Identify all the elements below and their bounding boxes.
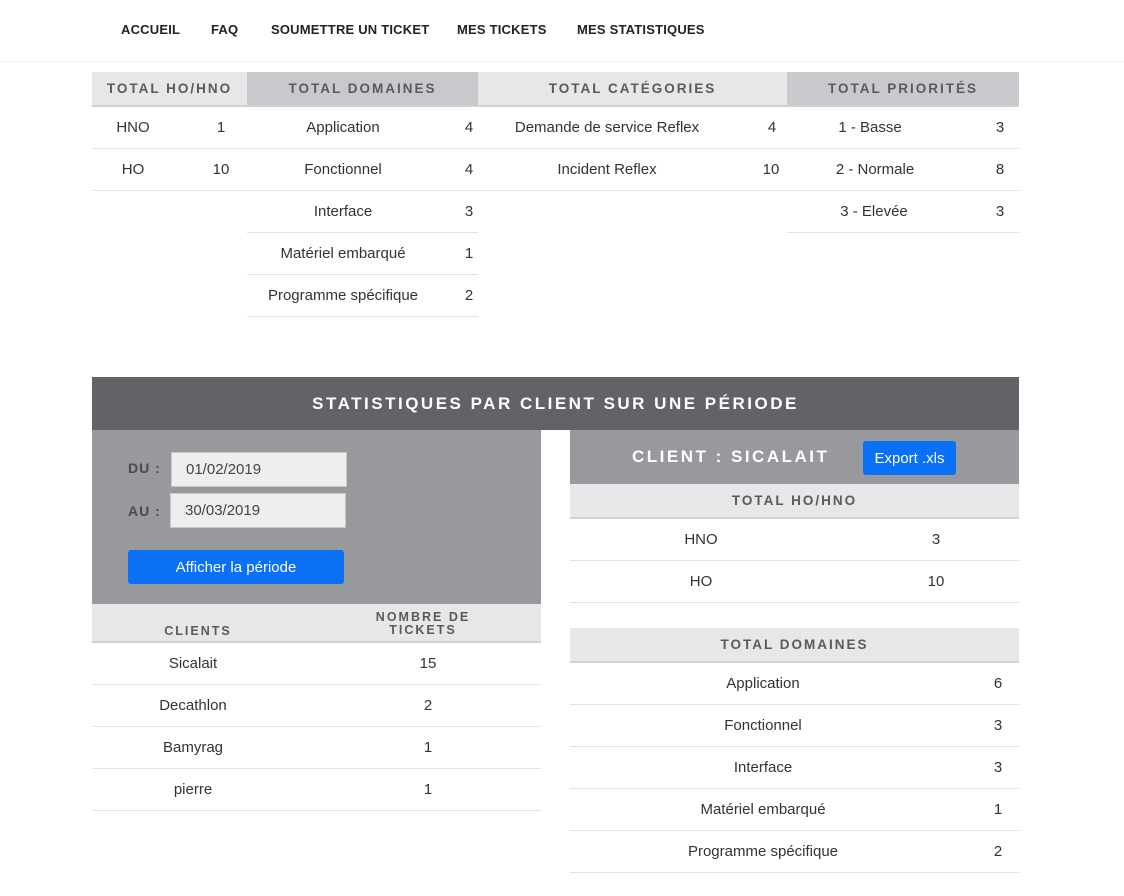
- table-row: [787, 149, 1019, 191]
- client-title: CLIENT : SICALAIT: [632, 447, 830, 466]
- table-row[interactable]: [92, 685, 541, 727]
- clients-table: [92, 643, 541, 811]
- client-domaines-header: TOTAL DOMAINES: [570, 628, 1019, 663]
- row-value: 1: [993, 801, 1003, 818]
- row-label: Fonctionnel: [724, 717, 802, 734]
- nav-mes-statistiques[interactable]: MES STATISTIQUES: [577, 22, 705, 37]
- clients-table-header: [92, 604, 541, 643]
- table-row: [92, 107, 247, 149]
- table-row: [247, 191, 478, 233]
- total-priorites-header: TOTAL PRIORITÉS: [787, 72, 1019, 107]
- row-value: 2: [464, 287, 474, 304]
- row-label: 3 - Elevée: [840, 203, 908, 220]
- table-row: [247, 275, 478, 317]
- client-ticket-count: 15: [419, 655, 437, 672]
- row-label: Interface: [313, 203, 373, 220]
- table-row[interactable]: [92, 769, 541, 811]
- client-detail-header: [570, 430, 1019, 484]
- client-hohno-header: TOTAL HO/HNO: [570, 484, 1019, 519]
- row-label: Incident Reflex: [557, 161, 657, 178]
- table-row: [787, 191, 1019, 233]
- table-row: [570, 789, 1019, 831]
- row-value: 3: [464, 203, 474, 220]
- total-priorites-table: [787, 72, 1019, 233]
- client-name: Bamyrag: [162, 739, 224, 756]
- row-label: HNO: [116, 119, 150, 136]
- client-ticket-count: 1: [423, 781, 433, 798]
- client-hohno-table: [570, 484, 1019, 603]
- row-label: Programme spécifique: [267, 287, 419, 304]
- row-value: 6: [993, 675, 1003, 692]
- period-form: [92, 430, 541, 604]
- row-label: 2 - Normale: [835, 161, 915, 178]
- tickets-column-header: [376, 611, 470, 637]
- total-hohno-header: TOTAL HO/HNO: [92, 72, 247, 107]
- tickets-header-line2: TICKETS: [389, 623, 457, 637]
- row-label: 1 - Basse: [838, 119, 902, 136]
- from-date-input[interactable]: [171, 452, 347, 487]
- row-value: 10: [762, 161, 780, 178]
- row-value: 3: [995, 119, 1005, 136]
- table-row: [570, 831, 1019, 873]
- row-value: 4: [464, 161, 474, 178]
- client-name: Sicalait: [168, 655, 218, 672]
- table-row: [570, 747, 1019, 789]
- table-row: [247, 149, 478, 191]
- row-label: Application: [726, 675, 800, 692]
- row-value: 1: [464, 245, 474, 262]
- period-stats-banner: [92, 377, 1019, 430]
- table-row: [570, 519, 1019, 561]
- row-value: 1: [216, 119, 226, 136]
- client-name: pierre: [173, 781, 213, 798]
- row-label: HO: [121, 161, 145, 178]
- row-value: 3: [993, 717, 1003, 734]
- table-row: [92, 149, 247, 191]
- row-label: HO: [689, 573, 713, 590]
- to-date-input[interactable]: [170, 493, 346, 528]
- total-categories-header: TOTAL CATÉGORIES: [478, 72, 787, 107]
- table-row: [570, 663, 1019, 705]
- client-ticket-count: 1: [423, 739, 433, 756]
- row-label: HNO: [684, 531, 718, 548]
- row-label: Demande de service Reflex: [514, 119, 700, 136]
- from-label: DU :: [128, 460, 161, 476]
- table-row: [478, 149, 787, 191]
- table-row[interactable]: [92, 643, 541, 685]
- row-label: Matériel embarqué: [700, 801, 826, 818]
- row-value: 8: [995, 161, 1005, 178]
- row-value: 3: [995, 203, 1005, 220]
- total-categories-table: [478, 72, 787, 191]
- table-row: [247, 107, 478, 149]
- export-xls-button[interactable]: Export .xls: [863, 441, 956, 475]
- row-value: 3: [993, 759, 1003, 776]
- top-nav: [0, 0, 1124, 62]
- show-period-button[interactable]: Afficher la période: [128, 550, 344, 584]
- row-label: Interface: [733, 759, 793, 776]
- row-label: Application: [306, 119, 380, 136]
- row-label: Programme spécifique: [687, 843, 839, 860]
- table-row[interactable]: [92, 727, 541, 769]
- to-label: AU :: [128, 503, 161, 519]
- client-domaines-table: [570, 628, 1019, 873]
- period-stats-title: STATISTIQUES PAR CLIENT SUR UNE PÉRIODE: [312, 393, 799, 413]
- table-row: [787, 107, 1019, 149]
- row-value: 2: [993, 843, 1003, 860]
- row-label: Fonctionnel: [304, 161, 382, 178]
- nav-faq[interactable]: FAQ: [211, 22, 239, 37]
- nav-soumettre-ticket[interactable]: SOUMETTRE UN TICKET: [271, 22, 430, 37]
- table-row: [570, 561, 1019, 603]
- nav-accueil[interactable]: ACCUEIL: [121, 22, 181, 37]
- tickets-header-line1: NOMBRE DE: [375, 610, 471, 624]
- row-value: 10: [212, 161, 230, 178]
- nav-mes-tickets[interactable]: MES TICKETS: [457, 22, 547, 37]
- clients-column-header: CLIENTS: [164, 624, 232, 638]
- table-row: [247, 233, 478, 275]
- total-hohno-table: [92, 72, 247, 191]
- row-value: 4: [464, 119, 474, 136]
- client-name: Decathlon: [159, 697, 227, 714]
- table-row: [478, 107, 787, 149]
- row-value: 10: [927, 573, 945, 590]
- row-value: 3: [931, 531, 941, 548]
- table-row: [570, 705, 1019, 747]
- total-domaines-table: [247, 72, 478, 317]
- row-value: 4: [767, 119, 777, 136]
- client-ticket-count: 2: [423, 697, 433, 714]
- row-label: Matériel embarqué: [280, 245, 406, 262]
- total-domaines-header: TOTAL DOMAINES: [247, 72, 478, 107]
